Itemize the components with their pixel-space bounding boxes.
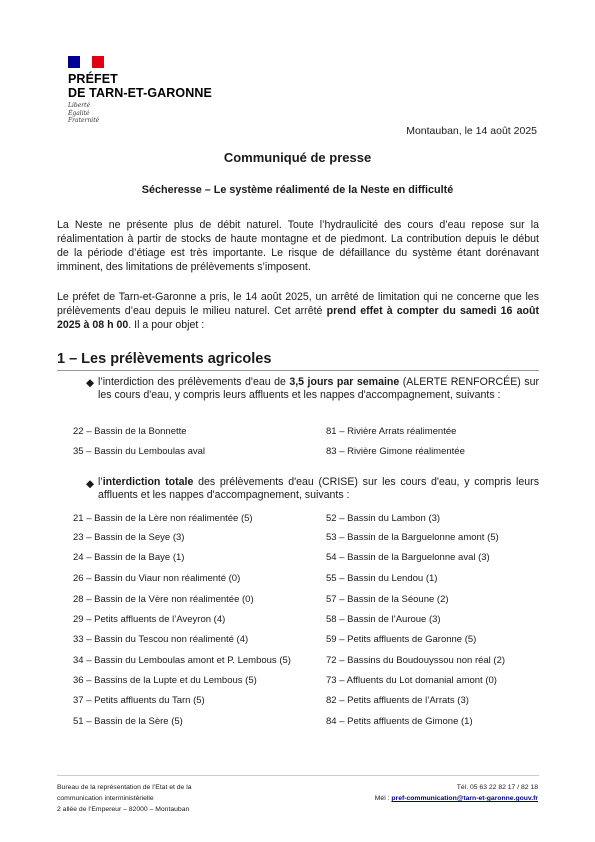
intro-paragraph: La Neste ne présente plus de débit naturel. Toute l’hydraulicité des cours d’eau repose sur la réalimentation à partir de stocks de haute montagne et de piedmont. La contribution depuis le début de la période d’étiage est très importante. Le risque de défaillance du système étant dorénavant imminent, des limitations de prélèvements s’imposent. [57, 219, 539, 273]
bullet-icon: ◆ [86, 377, 95, 389]
list-item: 83 – Rivière Gimone réalimentée [326, 446, 465, 457]
devise-fraternite: Fraternité [68, 117, 100, 124]
footer-phone: Tél. 05 63 22 82 17 / 82 18 [456, 784, 538, 791]
decree-paragraph [57, 290, 539, 332]
page-subtitle: Sécheresse – Le système réalimenté de la Neste en difficulté [141, 184, 454, 196]
list-item: 51 – Bassin de la Sère (5) [73, 716, 183, 727]
footer-mail-label: Mél : [374, 795, 392, 802]
footer-line: communication interministérielle [57, 795, 154, 802]
list-item: 22 – Bassin de la Bonnette [73, 426, 187, 437]
list-item: 57 – Bassin de la Séoune (2) [326, 594, 449, 605]
list-item: 26 – Bassin du Viaur non réalimenté (0) [73, 573, 241, 584]
list-item: 58 – Bassin de l’Auroue (3) [326, 614, 441, 625]
footer-line: 2 allée de l’Empereur – 82000 – Montauban [57, 806, 190, 813]
list-item: 23 – Bassin de la Seye (3) [73, 532, 185, 543]
list-item: 81 – Rivière Arrats réalimentée [326, 426, 457, 437]
bullet-crise [98, 476, 539, 502]
bullet2-text-a: l’ [98, 476, 103, 488]
footer-line: Bureau de la représentation de l’Etat et de la [57, 784, 192, 791]
list-item: 52 – Bassin du Lambon (3) [326, 513, 441, 524]
bullet-icon: ◆ [86, 478, 95, 490]
list-item: 53 – Bassin de la Barguelonne amont (5) [326, 532, 499, 543]
footer-divider [57, 775, 539, 776]
prefet-line-1: PRÉFET [68, 72, 118, 86]
prefecture-logo-text [68, 72, 212, 100]
list-item: 55 – Bassin du Lendou (1) [326, 573, 438, 584]
document-date: Montauban, le 14 août 2025 [406, 125, 537, 137]
list-item: 59 – Petits affluents de Garonne (5) [326, 634, 477, 645]
marianne-flag-icon [68, 56, 104, 68]
list-item: 28 – Bassin de la Vère non réalimentée (0) [73, 594, 254, 605]
bullet1-text-a: l’interdiction des prélèvements d'eau de [98, 376, 290, 388]
list-item: 84 – Petits affluents de Gimone (1) [326, 716, 473, 727]
list-item: 29 – Petits affluents de l’Aveyron (4) [73, 614, 226, 625]
page-title: Communiqué de presse [223, 150, 372, 165]
footer-contact [375, 782, 538, 804]
devise-egalite: Égalité [68, 109, 90, 117]
bullet1-text-c: (ALERTE RENFORCÉE) sur les cours d'eau, y compris leurs affluents et les nappes d'accompagnement, suivants : [98, 376, 539, 401]
list-item: 35 – Bassin du Lemboulas aval [73, 446, 206, 457]
section-heading: 1 – Les prélèvements agricoles [57, 351, 539, 371]
list-item: 73 – Affluents du Lot domanial amont (0) [326, 675, 497, 686]
footer-address [57, 782, 192, 815]
bullet1-duration: 3,5 jours par semaine [289, 376, 400, 388]
list-item: 37 – Petits affluents du Tarn (5) [73, 695, 205, 706]
list-item: 82 – Petits affluents de l’Arrats (3) [326, 695, 469, 706]
list-item: 72 – Bassins du Boudouyssou non réal (2) [326, 655, 506, 666]
bullet2-total-ban: interdiction totale [102, 476, 194, 488]
prefet-line-2: DE TARN-ET-GARONNE [68, 86, 212, 100]
bullet2-text-c: des prélèvements d'eau (CRISE) sur les cours d'eau, y compris leurs affluents et les nappes d'accompagnement, suivants : [98, 476, 539, 501]
list-item: 36 – Bassins de la Lupte et du Lembous (5) [73, 675, 257, 686]
list-item: 54 – Bassin de la Barguelonne aval (3) [326, 552, 490, 563]
decree-text-a: Le préfet de Tarn-et-Garonne a pris, le 14 août 2025, un arrêté de limitation qui ne concerne que les prélèvements d’eau depuis le milieu naturel. Cet arrêté [57, 291, 539, 317]
decree-effect-date: prend effet à compter du samedi 16 août 2025 à 08 h 00 [57, 305, 539, 331]
list-item: 34 – Bassin du Lemboulas amont et P. Lembous (5) [73, 655, 291, 666]
devise [68, 102, 99, 125]
list-item: 21 – Bassin de la Lère non réalimentée (5) [73, 513, 253, 524]
footer-email-link[interactable]: pref-communication@tarn-et-garonne.gouv.fr [391, 795, 538, 802]
list-item: 24 – Bassin de la Baye (1) [73, 552, 185, 563]
list-item: 33 – Bassin du Tescou non réalimenté (4) [73, 634, 249, 645]
devise-liberte: Liberté [68, 102, 91, 109]
decree-text-c: . Il a pour objet : [128, 319, 205, 331]
bullet-alerte-renforcee [98, 376, 539, 402]
